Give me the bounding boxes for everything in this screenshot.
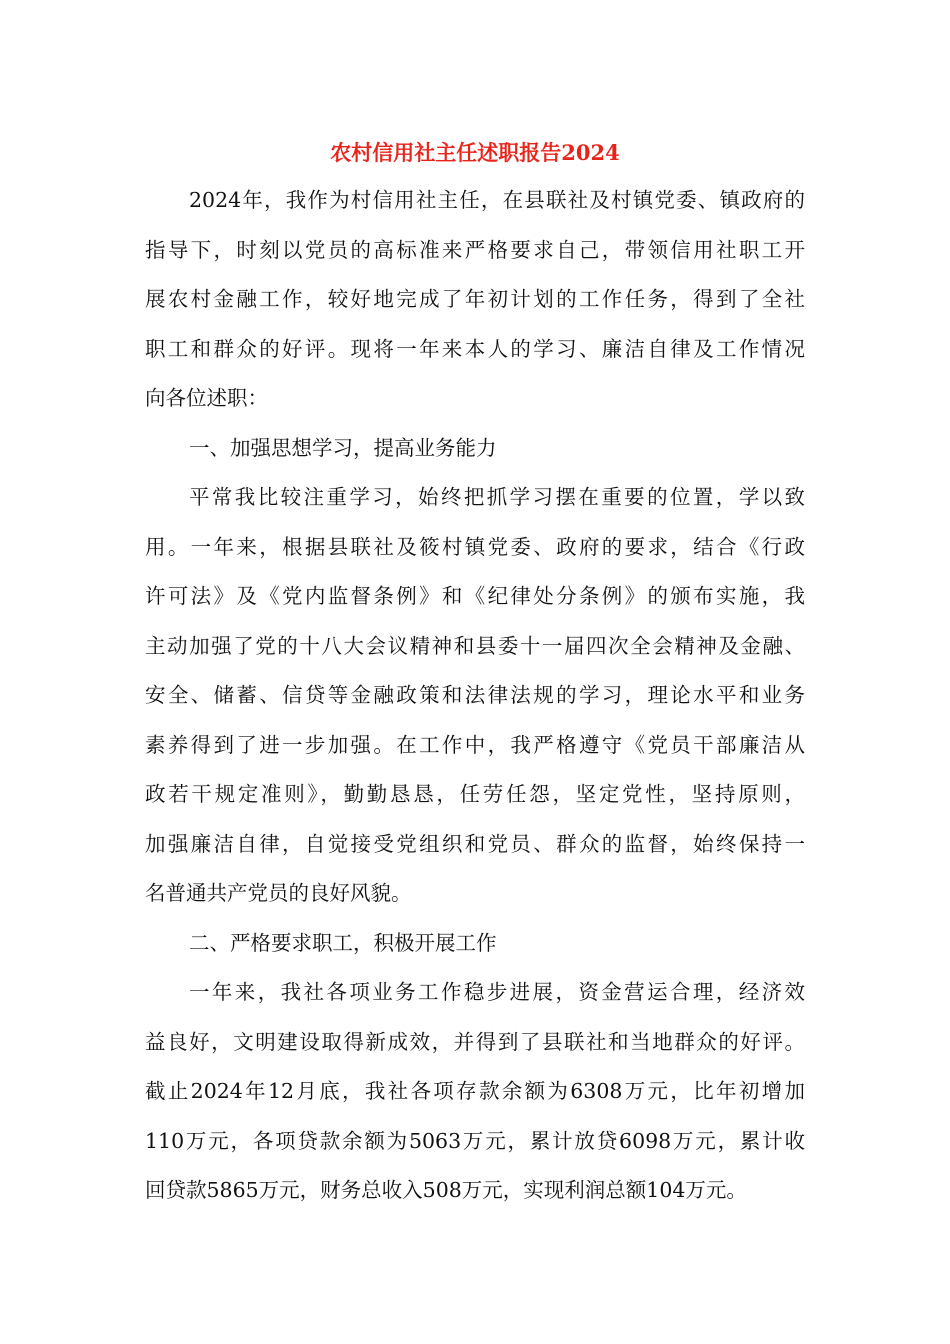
document-body [145, 182, 805, 1222]
paragraph-line: 益良好，文明建设取得新成效，并得到了县联社和当地群众的好评。 [145, 1029, 805, 1054]
paragraph-line: 主动加强了党的十八大会议精神和县委十一届四次全会精神及金融、 [145, 633, 805, 658]
paragraph-line: 110万元，各项贷款余额为5063万元，累计放贷6098万元，累计收 [145, 1128, 805, 1153]
paragraph-line: 职工和群众的好评。现将一年来本人的学习、廉洁自律及工作情况 [145, 336, 805, 361]
paragraph-line: 截止2024年12月底，我社各项存款余额为6308万元，比年初增加 [145, 1079, 805, 1103]
paragraph-line: 政若干规定准则》，勤勤恳恳，任劳任怨，坚定党性，坚持原则， [145, 782, 805, 806]
section-heading-2: 二、严格要求职工，积极开展工作 [189, 930, 497, 955]
document-title: 农村信用社主任述职报告2024 [330, 140, 620, 165]
paragraph-line: 2024年，我作为村信用社主任，在县联社及村镇党委、镇政府的 [189, 188, 805, 212]
paragraph-line: 名普通共产党员的良好风貌。 [145, 881, 412, 905]
paragraph-line: 指导下，时刻以党员的高标准来严格要求自己，带领信用社职工开 [145, 237, 805, 262]
section-heading-1: 一、加强思想学习，提高业务能力 [189, 435, 497, 460]
paragraph-line: 许可法》及《党内监督条例》和《纪律处分条例》的颁布实施，我 [145, 584, 805, 608]
paragraph-line: 平常我比较注重学习，始终把抓学习摆在重要的位置，学以致 [189, 485, 805, 509]
paragraph-line: 素养得到了进一步加强。在工作中，我严格遵守《党员干部廉洁从 [145, 732, 805, 757]
paragraph-line: 一年来，我社各项业务工作稳步进展，资金营运合理，经济效 [189, 980, 805, 1004]
paragraph-line: 回贷款5865万元，财务总收入508万元，实现利润总额104万元。 [145, 1178, 747, 1202]
paragraph-line: 展农村金融工作，较好地完成了年初计划的工作任务，得到了全社 [145, 287, 805, 311]
paragraph-line: 用。一年来，根据县联社及筱村镇党委、政府的要求，结合《行政 [145, 534, 805, 559]
paragraph-line: 安全、储蓄、信贷等金融政策和法律法规的学习，理论水平和业务 [145, 683, 805, 707]
paragraph-line: 加强廉洁自律，自觉接受党组织和党员、群众的监督，始终保持一 [145, 831, 805, 856]
paragraph-line: 向各位述职： [145, 386, 268, 410]
